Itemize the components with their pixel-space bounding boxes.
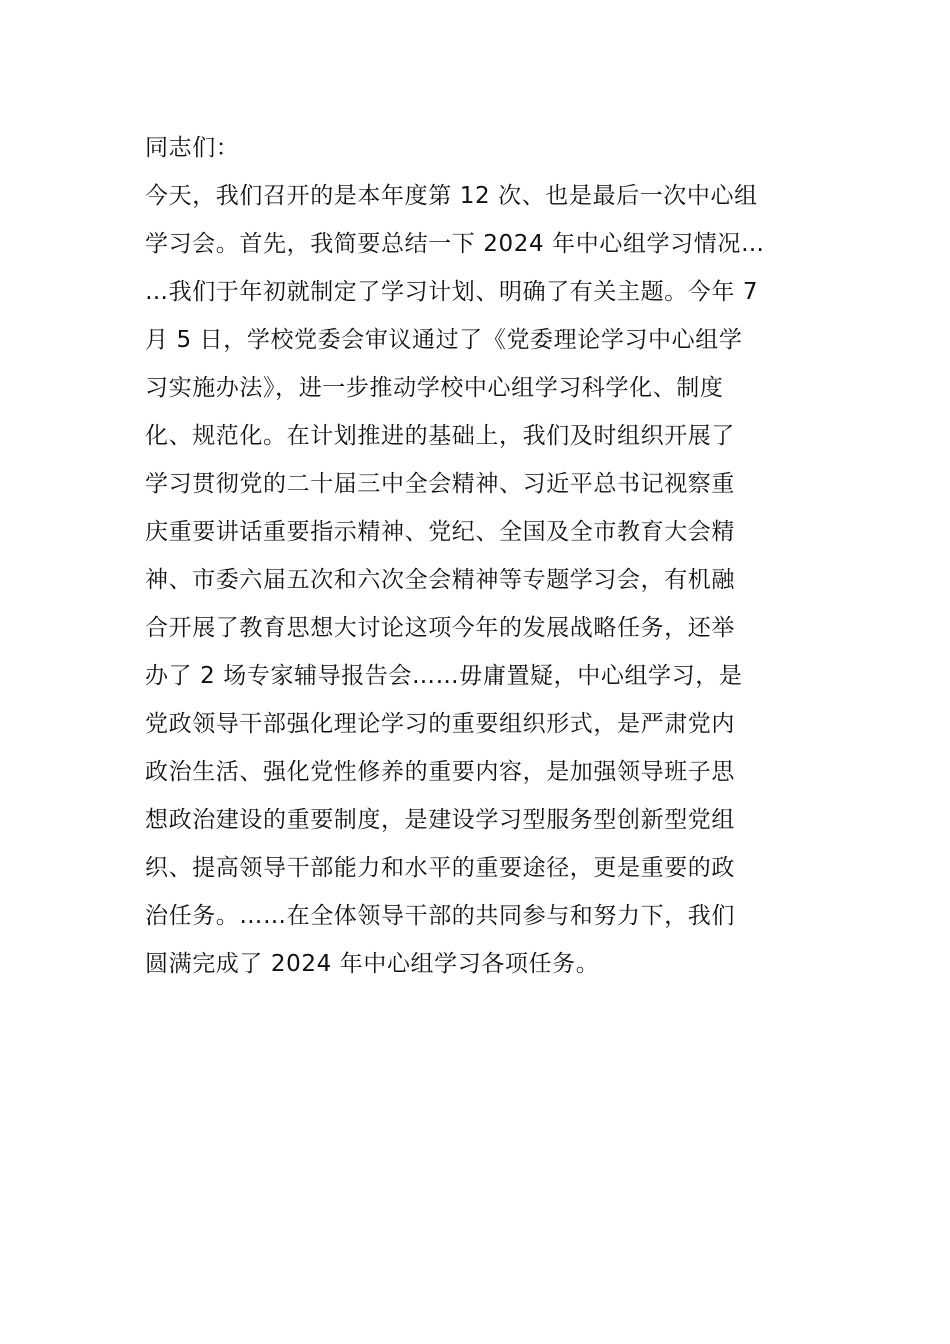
- paragraph-line: 月 5 日，学校党委会审议通过了《党委理论学习中心组学: [145, 327, 743, 353]
- paragraph-line: 庆重要讲话重要指示精神、党纪、全国及全市教育大会精: [145, 519, 735, 545]
- document-body: [145, 124, 810, 988]
- paragraph-line: 政治生活、强化党性修养的重要内容，是加强领导班子思: [145, 759, 735, 785]
- paragraph-line: 神、市委六届五次和六次全会精神等专题学习会，有机融: [145, 567, 735, 593]
- paragraph-line: 织、提高领导干部能力和水平的重要途径，更是重要的政: [145, 855, 735, 881]
- paragraph-line: …我们于年初就制定了学习计划、明确了有关主题。今年 7: [145, 279, 759, 305]
- salutation: 同志们：: [145, 135, 240, 161]
- paragraph-line: 圆满完成了 2024 年中心组学习各项任务。: [145, 951, 600, 977]
- paragraph-line: 合开展了教育思想大讨论这项今年的发展战略任务，还举: [145, 615, 735, 641]
- paragraph-line: 化、规范化。在计划推进的基础上，我们及时组织开展了: [145, 423, 735, 449]
- paragraph-line: 学习贯彻党的二十届三中全会精神、习近平总书记视察重: [145, 471, 735, 497]
- paragraph-line: 想政治建设的重要制度，是建设学习型服务型创新型党组: [145, 807, 735, 833]
- paragraph-line: 党政领导干部强化理论学习的重要组织形式，是严肃党内: [145, 711, 735, 737]
- paragraph-line: 学习会。首先，我简要总结一下 2024 年中心组学习情况…: [145, 231, 765, 257]
- paragraph-line: 办了 2 场专家辅导报告会……毋庸置疑，中心组学习，是: [145, 663, 743, 689]
- paragraph-line: 治任务。……在全体领导干部的共同参与和努力下，我们: [145, 903, 735, 929]
- paragraph-line: 今天，我们召开的是本年度第 12 次、也是最后一次中心组: [145, 183, 758, 209]
- paragraph-line: 习实施办法》，进一步推动学校中心组学习科学化、制度: [145, 375, 724, 401]
